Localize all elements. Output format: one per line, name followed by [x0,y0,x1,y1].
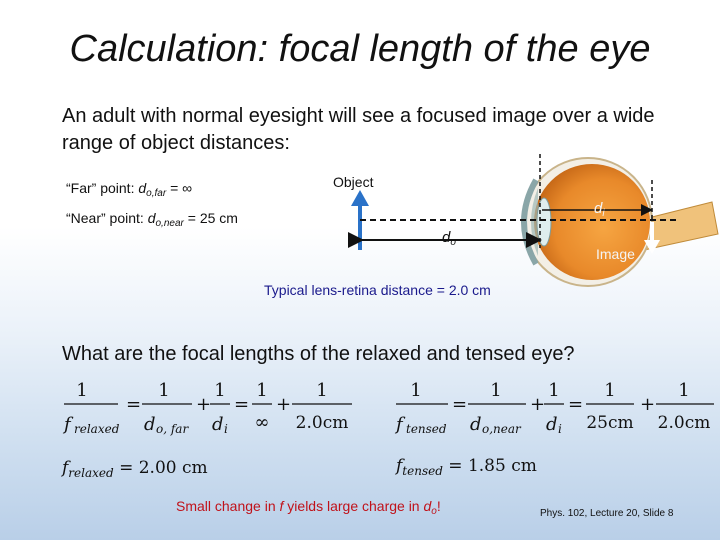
tensed-plus1: + [530,394,546,415]
relaxed-result-f: f [62,458,69,478]
relaxed-result [62,458,208,480]
near-point-sub: o,near [155,218,184,229]
tensed-di-val-num: 1 [678,380,690,401]
tensed-plus2: + [640,394,656,415]
relaxed-eq1: = [126,394,142,415]
object-arrowhead [351,190,369,206]
relaxed-f-num: 1 [76,380,88,401]
relaxed-equation [60,378,360,440]
question-text: What are the focal lengths of the relaxed and tensed eye? [62,343,575,365]
relaxed-inf-num: 1 [256,380,268,401]
tensed-eq1: = [452,394,468,415]
tensed-result-f: f [396,456,403,476]
note-middle: yields large charge in [283,498,424,514]
note-sub: o [431,506,437,517]
relaxed-do-den: d [144,414,156,435]
relaxed-plus2: + [276,394,292,415]
relaxed-f-den-sub: relaxed [74,422,120,436]
relaxed-val-den: 2.0cm [295,413,349,433]
near-point-var: d [147,210,156,226]
far-point-var: d [138,180,147,196]
far-point-sub: o,far [146,188,167,199]
relaxed-di-den-sub: i [224,422,228,436]
tensed-f-den-sub: tensed [406,422,447,436]
do-var: d [442,229,451,246]
di-sub: i [602,208,605,219]
relaxed-result-sub: relaxed [68,466,114,480]
do-label [442,229,456,248]
relaxed-val-num: 1 [316,380,328,401]
near-point-label: “Near” point: [66,210,144,226]
note-f: f [279,498,284,514]
relaxed-inf-den: ∞ [254,412,270,433]
note-suffix: ! [436,498,441,514]
near-point [66,210,238,229]
note-var: d [423,498,432,514]
do-sub: o [450,237,456,248]
far-point-label: “Far” point: [66,180,135,196]
tensed-do-val-den: 25cm [586,413,634,433]
tensed-f-den: f [396,414,403,435]
far-point-value: = ∞ [170,180,193,196]
di-var: d [594,200,603,217]
image-label: Image [596,246,635,262]
di-label [594,200,605,219]
relaxed-do-num: 1 [158,380,170,401]
relaxed-di-num: 1 [214,380,226,401]
near-point-value: = 25 cm [187,210,238,226]
relaxed-result-value: = 2.00 cm [119,458,208,478]
tensed-result-sub: tensed [402,464,443,478]
eye-diagram [340,150,720,290]
tensed-equation [392,378,718,440]
tensed-di-den: d [546,414,558,435]
slide-title: Calculation: focal length of the eye [69,28,651,70]
tensed-do-num: 1 [490,380,502,401]
tensed-do-den: d [470,414,482,435]
tensed-di-den-sub: i [558,422,562,436]
note-text [176,498,441,517]
far-point [66,180,192,199]
relaxed-f-den: f [64,414,71,435]
relaxed-eq2: = [234,394,250,415]
relaxed-di-den: d [212,414,224,435]
tensed-result-value: = 1.85 cm [448,456,537,476]
tensed-f-num: 1 [410,380,422,401]
tensed-di-val-den: 2.0cm [657,413,711,433]
tensed-result [396,456,537,478]
tensed-eq2: = [568,394,584,415]
lens-shape [537,198,551,246]
intro-text: An adult with normal eyesight will see a focused image over a wide range of object distances: [62,105,655,154]
relaxed-plus1: + [196,394,212,415]
tensed-do-val-num: 1 [604,380,616,401]
typical-distance-text: Typical lens-retina distance = 2.0 cm [264,282,491,298]
tensed-do-den-sub: o,near [482,422,521,436]
slide-footer: Phys. 102, Lecture 20, Slide 8 [540,508,674,519]
relaxed-do-den-sub: o, far [156,422,189,436]
note-prefix: Small change in [176,498,280,514]
tensed-di-num: 1 [548,380,560,401]
object-label: Object [333,174,374,190]
